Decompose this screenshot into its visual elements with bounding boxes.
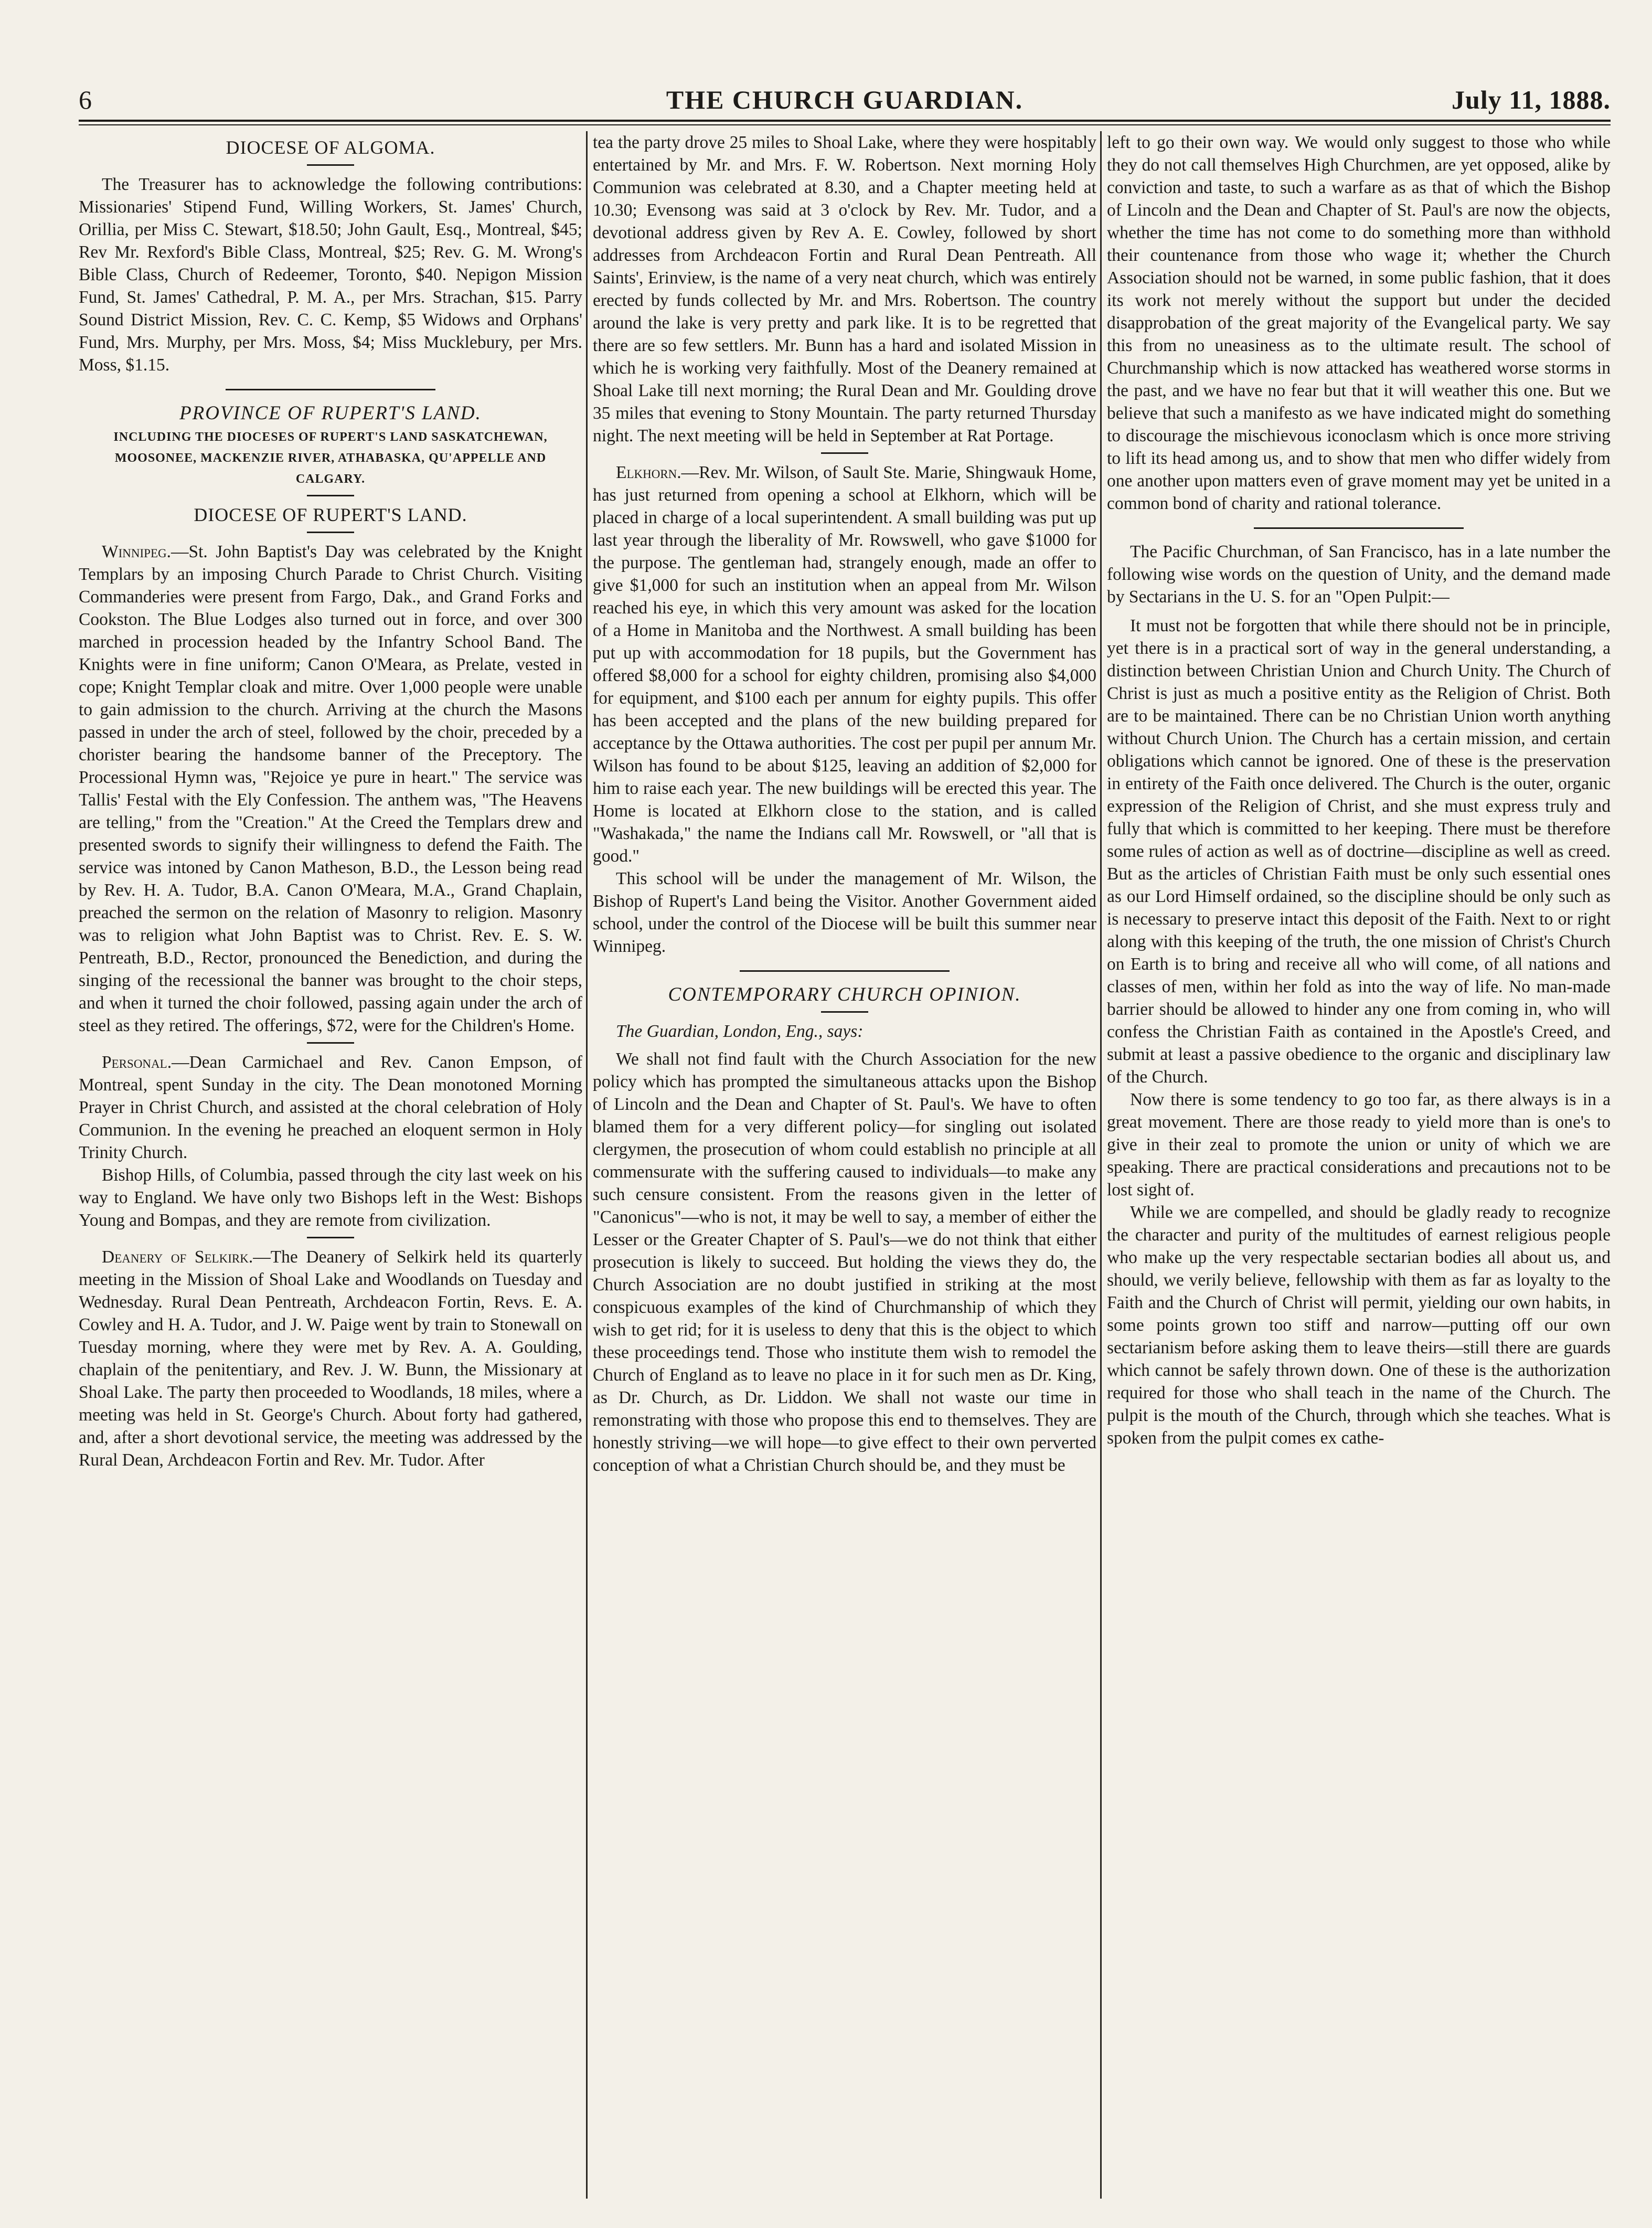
article-intro: The Pacific Churchman, of San Francisco, has in a late number the following wise words on the question of Unity, and the demand made by Sectarians in the U. S. for an "Open Pulpit:— (1107, 542, 1611, 607)
article-intro: The Guardian, London, Eng., says: (616, 1022, 864, 1041)
article-paragraph: While we are compelled, and should be gladly ready to recognize the character and purity of the multitudes of earnest religious people who make up the very respectable sectarian bodies all about us, and should, we verily believe, fellowship with them as far as loyalty to the Faith and the Church of Christ will permit, yielding our own habits, in some points grown too stiff and narrow—putting off our own sectarianism before asking them to leave theirs—still there are guards which cannot be safely thrown down. One of these is the authorization required for those who shall teach in the name of the Church. The pulpit is the mouth of the Church, through which she teaches. What is spoken from the pulpit comes ex cathe- (1107, 1203, 1611, 1448)
article-lead: Deanery of Selkirk. (102, 1247, 253, 1267)
article-lead: Winnipeg. (102, 542, 171, 561)
section-subheading: INCLUDING THE DIOCESES OF RUPERT'S LAND SASKATCHEWAN, MOOSONEE, MACKENZIE RIVER, ATHABASKA, QU'APPELLE AND CALGARY. (113, 430, 548, 486)
article-text: —The Deanery of Selkirk held its quarterly meeting in the Mission of Shoal Lake and Woodlands on Tuesday and Wednesday. Rural Dean Pentreath, Archdeacon Fortin, Revs. E. A. Cowley and H. A. Tudor, and J. W. Paige went by train to Stonewall on Tuesday morning, where they were met by Rev. A. A. Goulding, chaplain of the penitentiary, and Rev. J. W. Bunn, the Missionary at Shoal Lake. The party then proceeded to Woodlands, 18 miles, where a meeting was held in St. George's Church. About forty had gathered, and, after a short devotional service, the meeting was addressed by the Rural Dean, Archdeacon Fortin and Rev. Mr. Tudor. After (79, 1247, 582, 1470)
short-rule (307, 164, 354, 166)
article-paragraph (79, 1051, 582, 1164)
article-text: —Dean Carmichael and Rev. Canon Empson, of Montreal, spent Sunday in the city. The Dean monotoned Morning Prayer in Christ Church, and assisted at the choral celebration of Holy Communion. In the evening he preached an eloquent sermon in Holy Trinity Church. (79, 1053, 582, 1162)
column-divider (586, 131, 588, 2199)
article-lead: Elkhorn. (616, 463, 681, 482)
section-heading-opinion: CONTEMPORARY CHURCH OPINION. (668, 984, 1021, 1005)
column-3 (1107, 131, 1611, 2199)
article-paragraph: tea the party drove 25 miles to Shoal Lake, where they were hospitably entertained by Mr. and Mrs. F. W. Robertson. Next morning Holy Communion was celebrated at 8.30, and a Chapter meeting held at 10.30; Evensong was said at 3 o'clock by Rev. Mr. Tudor, and a devotional address given by Rev A. E. Cowley, followed by short addresses from Archdeacon Fortin and Rural Dean Pentreath. All Saints', Erinview, is the name of a very neat church, which was entirely erected by funds collected by Mr. and Mrs. Robertson. The country around the lake is very pretty and park like. It is to be regretted that there are so few settlers. Mr. Bunn has a hard and isolated Mission in which he is working very faithfully. Most of the Deanery remained at Shoal Lake till next morning; the Rural Dean and Mr. Goulding drove 35 miles that evening to Stony Mountain. The party returned Thursday night. The next meeting will be held in September at Rat Portage. (593, 133, 1096, 445)
section-heading-province: PROVINCE OF RUPERT'S LAND. (179, 402, 482, 424)
short-rule (307, 495, 354, 496)
article-paragraph (593, 461, 1096, 867)
header-rule-thick (79, 120, 1611, 122)
article-lead: Personal. (102, 1053, 172, 1072)
issue-date: July 11, 1888. (1452, 85, 1611, 114)
article-paragraph: This school will be under the management of Mr. Wilson, the Bishop of Rupert's Land being the Visitor. Another Government aided school, under the control of the Diocese will be built this summer near Winnipeg. (593, 869, 1096, 956)
newspaper-title: THE CHURCH GUARDIAN. (666, 85, 1024, 114)
article-paragraph: The Treasurer has to acknowledge the following contributions: Missionaries' Stipend Fund, Willing Workers, St. James' Church, Orillia, per Miss C. Stewart, $18.50; John Gault, Esq., Montreal, $45; Rev Mr. Rexford's Bible Class, Montreal, $25; Rev. G. M. Wrong's Bible Class, Church of Redeemer, Toronto, $40. Nepigon Mission Fund, St. James' Cathedral, P. M. A., per Mrs. Strachan, $15. Parry Sound District Mission, Rev. C. C. Kemp, $5 Widows and Orphans' Fund, Mrs. Murphy, per Mrs. Moss, $4; Miss Mucklebury, per Mrs. Moss, $1.15. (79, 175, 582, 375)
masthead (79, 84, 1611, 115)
short-rule (821, 452, 868, 454)
column-2 (593, 131, 1096, 2199)
section-heading-ruperts-land: DIOCESE OF RUPERT'S LAND. (194, 504, 467, 525)
section-rule (1254, 527, 1464, 529)
section-rule (226, 389, 435, 390)
section-heading-algoma: DIOCESE OF ALGOMA. (226, 137, 435, 158)
section-rule (740, 970, 950, 972)
column-1 (79, 131, 582, 2199)
article-paragraph: It must not be forgotten that while there should not be in principle, yet there is in a practical sort of way in the general understanding, a distinction between Christian Union and Church Unity. The Church of Christ is just as much a positive entity as the Religion of Christ. Both are to be maintained. There can be no Christian Union worth anything without Church Union. The Church has a certain mission, and certain obligations which cannot be ignored. One of these is the preservation in entirety of the Faith once delivered. The Church is the outer, organic expression of the Religion of Christ, and she must express truly and fully that which is committed to her keeping. There must be therefore some rules of action as well as of doctrine—discipline as well as creed. But as the articles of Christian Faith must be only such essential ones as our Lord Himself ordained, so the discipline should be only such as is necessary to preserve intact this deposit of the Faith. Next to or right along with this keeping of the truth, the one mission of Christ's Church on Earth is to bring and receive all who will come, of all nations and classes of men, within her fold as into the way of life. No man-made barrier should be allowed to hinder any one from coming in, who will confess the Christian Faith as contained in the Apostle's Creed, and submit at least a passive obedience to the organic and disciplinary law of the Church. (1107, 616, 1611, 1087)
article-paragraph: Bishop Hills, of Columbia, passed through the city last week on his way to England. We have only two Bishops left in the West: Bishops Young and Bompas, and they are remote from civilization. (79, 1165, 582, 1230)
short-rule (307, 1237, 354, 1238)
column-divider (1100, 131, 1102, 2199)
page-number: 6 (79, 85, 92, 114)
article-paragraph: Now there is some tendency to go too far, as there always is in a great movement. There are those ready to yield more than is one's to give in their zeal to promote the union or unity of which we are speaking. There are practical considerations and precautions not to be lost sight of. (1107, 1090, 1611, 1200)
article-paragraph (79, 540, 582, 1037)
article-paragraph: left to go their own way. We would only suggest to those who while they do not call themselves High Churchmen, are yet opposed, alike by conviction and taste, to such a warfare as as that of which the Bishop of Lincoln and the Dean and Chapter of St. Paul's are now the objects, whether the time has not come to do something more than withhold their countenance from those who wage it; whether the Church Association should not be warned, in some public fashion, that it does its work not merely without the support but under the decided disapprobation of the great majority of the Evangelical party. We say this from no uneasiness as to the ultimate result. The school of Churchmanship which is now attacked has weathered worse storms in the past, and we have no fear but that it will weather this one. But we believe that such a manifesto as we have indicated might do something to discourage the mischievous iconoclasm which is once more striving to lift its head among us, and to show that men who differ widely from one another upon matters even of grave moment may yet be united in a common bond of charity and rational tolerance. (1107, 133, 1611, 513)
article-paragraph: We shall not find fault with the Church Association for the new policy which has prompted the simultaneous attacks upon the Bishop of Lincoln and the Dean and Chapter of St. Paul's. We have to often blamed them for a very different policy—for singling out isolated clergymen, the prosecution of whom could establish no principle at all commensurate with the suffering caused to individuals—to make any such censure consistent. From the reasons given in the letter of "Canonicus"—who is not, it may be well to say, a member of either the Lesser or the Greater Chapter of S. Paul's—we do not think that either prosecution is likely to succeed. But holding the views they do, the Church Association are no doubt justified in striking at the most conspicuous examples of the kind of Churchmanship of which they wish to get rid; for it is useless to deny that this is the object to which these proceedings tend. Those who institute them wish to remodel the Church of England as to leave no place in it for such men as Dr. King, as Dr. Church, as Dr. Liddon. We shall not waste our time in remonstrating with those who propose this end to themselves. They are honestly striving—we will hope—to give effect to their own perverted conception of what a Christian Church should be, and they must be (593, 1049, 1096, 1475)
short-rule (307, 1042, 354, 1044)
article-text: —St. John Baptist's Day was celebrated by the Knight Templars by an imposing Church Parade to Christ Church. Visiting Commanderies were present from Fargo, Dak., and Grand Forks and Cookston. The Blue Lodges also turned out in force, and over 300 marched in procession headed by the Infantry School Band. The Knights were in fine uniform; Canon O'Meara, as Prelate, vested in cope; Knight Templar cloak and mitre. Over 1,000 people were unable to gain admission to the church. Arriving at the church the Masons passed in under the arch of steel, followed by the choir, preceded by a chorister bearing the handsome banner of the Preceptory. The Processional Hymn was, "Rejoice ye pure in heart." The service was Tallis' Festal with the Ely Confession. The anthem was, "The Heavens are telling," from the "Creation." At the Creed the Templars drew and presented swords to signify their willingness to defend the Faith. The service was intoned by Canon Matheson, B.D., the Lesson being read by Rev. H. A. Tudor, B.A. Canon O'Meara, M.A., Grand Chaplain, preached the sermon on the relation of Masonry to religion. Masonry was to religion what John Baptist was to Christ. Rev. E. S. W. Pentreath, B.D., Rector, pronounced the Benediction, and during the singing of the recessional the banner was brought to the choir steps, and when it turned the choir followed, passing again under the arch of steel as they retired. The offerings, $72, were for the Children's Home. (79, 542, 582, 1035)
short-rule (307, 532, 354, 533)
short-rule (821, 1011, 868, 1013)
article-paragraph (79, 1246, 582, 1471)
article-text: —Rev. Mr. Wilson, of Sault Ste. Marie, Shingwauk Home, has just returned from opening a school at Elkhorn, which will be placed in charge of a local superintendent. A small building was put up last year through the liberality of Mr. Rowswell, who gave $1000 for the purpose. The gentleman had, strangely enough, made an offer to give $1,000 for such an institution when an appeal from Mr. Wilson reached his eye, in which this very amount was asked for the location of a Home in Manitoba and the Northwest. A small building has been put up with accommodation for 18 pupils, but the Government has offered $8,000 for a school for eighty children, promising also $4,000 for equipment, and $100 each per annum for eighty pupils. This offer has been accepted and the plans of the new building prepared for acceptance by the Ottawa authorities. The cost per pupil per annum Mr. Wilson has found to be about $125, leaving an addition of $2,000 for him to raise each year. The new buildings will be erected this year. The Home is located at Elkhorn close to the station, and is called "Washakada," the name the Indians call Mr. Rowswell, or "all that is good." (593, 463, 1096, 866)
header-rule-thin (79, 124, 1611, 125)
